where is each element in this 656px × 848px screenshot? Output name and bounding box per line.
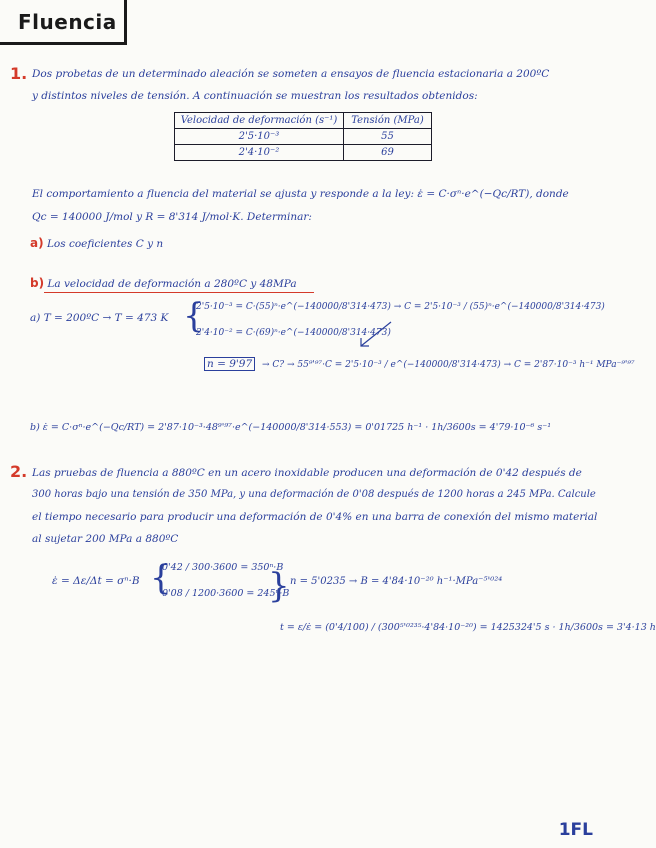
problem-2-statement-4: al sujetar 200 MPa a 880ºC bbox=[32, 533, 179, 545]
n-result: n = 9'97 bbox=[204, 358, 255, 370]
equation-rate-1: 0'42 / 300·3600 = 350ⁿ·B bbox=[162, 562, 284, 573]
equation-rate: ε̇ = Δε/Δt = σⁿ·B bbox=[52, 575, 140, 587]
part-a bbox=[30, 236, 163, 250]
system-brace-2: { bbox=[150, 558, 172, 598]
part-b-text: La velocidad de deformación a 280ºC y 48MPa bbox=[47, 278, 297, 290]
table-row bbox=[175, 145, 432, 161]
part-b-underline bbox=[44, 292, 314, 293]
part-b-label: b) bbox=[30, 276, 45, 290]
problem-2-statement-3: el tiempo necesario para producir una deformación de 0'4% en una barra de conexión del mismo material bbox=[32, 511, 598, 523]
c-result: → C? → 55⁹'⁹⁷·C = 2'5·10⁻³ / e^(−140000/8'314·473) → C = 2'87·10⁻³ h⁻¹ MPa⁻⁹'⁹⁷ bbox=[262, 360, 635, 370]
arrow-icon bbox=[355, 318, 395, 352]
page-number: 1FL bbox=[558, 820, 593, 840]
problem-2-number: 2. bbox=[10, 462, 28, 481]
table-header-stress: Tensión (MPa) bbox=[344, 113, 432, 129]
problem-2-statement-1: Las pruebas de fluencia a 880ºC en un acero inoxidable producen una deformación de 0'42 después de bbox=[32, 467, 582, 479]
system-brace-3: } bbox=[268, 566, 290, 606]
equation-n-b: n = 5'0235 → B = 4'84·10⁻²⁰ h⁻¹·MPa⁻⁵'⁰²⁴ bbox=[290, 576, 503, 587]
equation-1: 2'5·10⁻³ = C·(55)ⁿ·e^(−140000/8'314·473) → C = 2'5·10⁻³ / (55)ⁿ·e^(−140000/8'314·473) bbox=[196, 302, 605, 312]
problem-1-statement-2: y distintos niveles de tensión. A continuación se muestran los resultados obtenidos: bbox=[32, 90, 478, 102]
problem-2-statement-2: 300 horas bajo una tensión de 350 MPa, y una deformación de 0'08 después de 1200 horas a 245 MPa. Calcule bbox=[32, 489, 596, 500]
problem-1-statement-1: Dos probetas de un determinado aleación se someten a ensayos de fluencia estacionaria a 200ºC bbox=[32, 68, 550, 80]
solution-a-temperature: a) T = 200ºC → T = 473 K bbox=[30, 312, 169, 324]
table-cell: 55 bbox=[344, 129, 432, 145]
page-title: Fluencia bbox=[18, 10, 117, 34]
system-brace: { bbox=[183, 296, 205, 336]
table-cell: 2'5·10⁻³ bbox=[175, 129, 344, 145]
part-a-label: a) bbox=[30, 236, 44, 250]
part-b bbox=[30, 276, 297, 290]
part-a-text: Los coeficientes C y n bbox=[46, 238, 164, 250]
equation-2: 2'4·10⁻² = C·(69)ⁿ·e^(−140000/8'314·473) bbox=[196, 328, 391, 338]
results-table bbox=[174, 112, 432, 161]
solution-b: b) ε̇ = C·σⁿ·e^(−Qc/RT) = 2'87·10⁻³·48⁹'⁹⁷·e^(−140000/8'314·553) = 0'01725 h⁻¹ · 1h/3600s = 4'79·10⁻⁶ s⁻¹ bbox=[30, 422, 552, 433]
table-row bbox=[175, 129, 432, 145]
table-cell: 69 bbox=[344, 145, 432, 161]
problem-1-number: 1. bbox=[10, 64, 28, 83]
equation-rate-2: 0'08 / 1200·3600 = 245ⁿ·B bbox=[162, 588, 290, 599]
equation-time: t = ε/ε̇ = (0'4/100) / (300⁵'⁰²³⁵·4'84·10⁻²⁰) = 1425324'5 s · 1h/3600s = 3'4·13 h bbox=[280, 622, 656, 633]
table-cell: 2'4·10⁻² bbox=[175, 145, 344, 161]
problem-1-text-2: Qc = 140000 J/mol y R = 8'314 J/mol·K. Determinar: bbox=[32, 211, 312, 223]
table-header-row bbox=[175, 113, 432, 129]
problem-1-text-1: El comportamiento a fluencia del material se ajusta y responde a la ley: ε̇ = C·σⁿ·e^(−Qc/RT), donde bbox=[32, 188, 569, 200]
table-header-rate: Velocidad de deformación (s⁻¹) bbox=[175, 113, 344, 129]
